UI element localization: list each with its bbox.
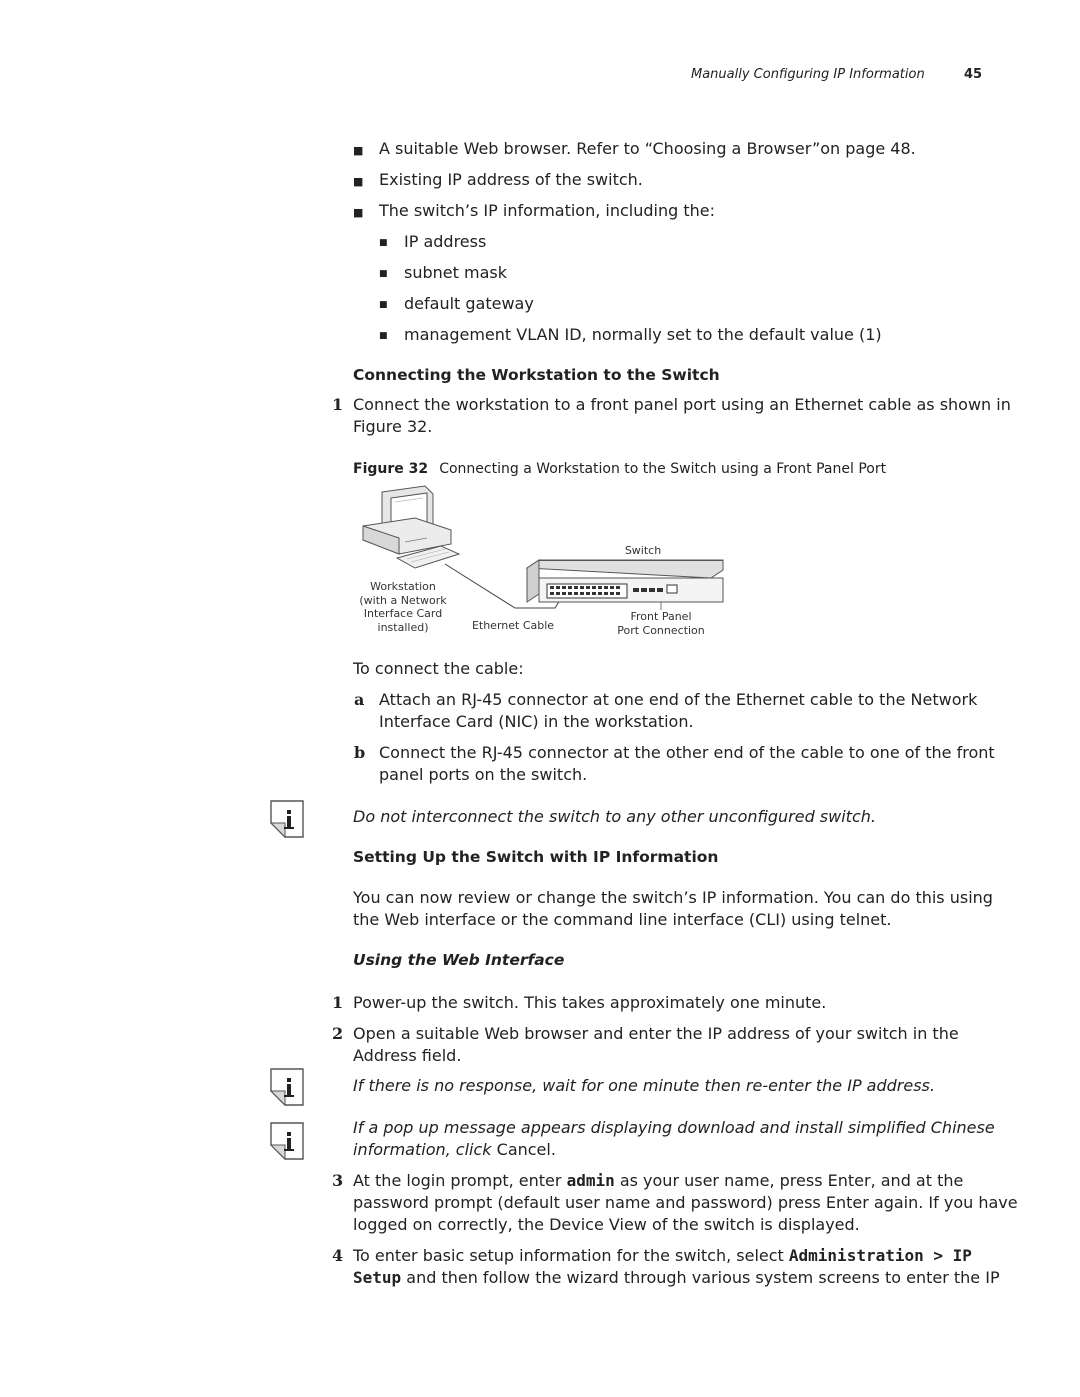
step-text-segment: and then follow the wizard through various system screens to enter the IP [401,1268,1000,1287]
page-number: 45 [964,67,983,82]
sub-bullet-item: default gateway [404,294,534,313]
step-text: Open a suitable Web browser and enter the IP address of your switch in the [353,1024,959,1043]
substep-text-cont: Interface Card (NIC) in the workstation. [379,712,694,731]
bullet-marker: ■ [353,175,364,188]
bullet-item: A suitable Web browser. Refer to “Choosing a Browser”on page 48. [379,139,916,158]
step-text-cont: password prompt (default user name and password) press Enter again. If you have [353,1193,1018,1212]
bullet-marker: ■ [353,206,364,219]
switch-label: Switch [624,544,662,557]
note-text: If a pop up message appears displaying download and install simplified Chinese [353,1118,995,1137]
note-text: Do not interconnect the switch to any other unconfigured switch. [353,807,876,826]
step-number: 4 [332,1246,344,1265]
subsection-heading: Using the Web Interface [353,951,565,969]
sub-bullet-marker: ■ [379,238,388,248]
code-admin: admin [566,1171,615,1190]
info-note-icon [270,1068,304,1106]
figure-caption-text: Connecting a Workstation to the Switch using a Front Panel Port [439,461,887,477]
figure-caption [353,458,886,477]
substep-text: Attach an RJ-45 connector at one end of the Ethernet cable to the Network [379,690,978,709]
cancel-label: Cancel. [496,1140,556,1159]
sub-bullet-item: IP address [404,232,487,251]
note-text-italic: information, click [353,1140,497,1159]
step-text: Power-up the switch. This takes approximately one minute. [353,993,827,1012]
step-text-cont [353,1267,1000,1289]
sub-bullet-marker: ■ [379,269,388,279]
step-number: 1 [332,395,344,414]
figure-illustration [355,484,735,644]
step-text-cont: Figure 32. [353,417,433,436]
note-text-cont [353,1139,556,1161]
step-text-segment: To enter basic setup information for the switch, select [353,1246,789,1265]
section-heading: Setting Up the Switch with IP Information [353,848,719,866]
info-note-icon [270,1122,304,1160]
step-number: 2 [332,1024,344,1043]
sub-bullet-marker: ■ [379,331,388,341]
body-paragraph-cont: the Web interface or the command line interface (CLI) using telnet. [353,910,892,929]
front-panel-label: Port Connection [617,624,705,637]
step-number: 3 [332,1171,344,1190]
step-text-segment: as your user name, press Enter, and at the [614,1171,964,1190]
section-heading: Connecting the Workstation to the Switch [353,366,720,384]
figure-label: Figure 32 [353,461,429,477]
info-note-icon [270,800,304,838]
step-text-cont: Address field. [353,1046,462,1065]
bullet-marker: ■ [353,144,364,157]
step-text [353,1245,972,1267]
ethernet-cable-label: Ethernet Cable [471,619,555,632]
substep-letter: b [354,743,366,762]
sub-bullet-item: subnet mask [404,263,507,282]
code-administration-ip: Administration > IP [788,1246,972,1265]
front-panel-label: Front Panel [630,610,692,623]
running-header-title: Manually Configuring IP Information [691,67,925,82]
workstation-label: (with a Network [359,594,447,607]
workstation-icon [363,486,459,568]
step-text-segment: At the login prompt, enter [353,1171,567,1190]
sub-bullet-item: management VLAN ID, normally set to the default value (1) [404,325,882,344]
bullet-item: The switch’s IP information, including the: [379,201,715,220]
substep-letter: a [354,690,365,709]
bullet-item: Existing IP address of the switch. [379,170,643,189]
step-text-cont: logged on correctly, the Device View of the switch is displayed. [353,1215,860,1234]
step-text [353,1170,963,1192]
sub-bullet-marker: ■ [379,300,388,310]
code-setup: Setup [353,1268,402,1287]
substep-text: Connect the RJ-45 connector at the other end of the cable to one of the front [379,743,995,762]
body-paragraph: You can now review or change the switch’s IP information. You can do this using [353,888,993,907]
step-text: Connect the workstation to a front panel port using an Ethernet cable as shown in [353,395,1011,414]
workstation-label: installed) [377,621,429,634]
note-text: If there is no response, wait for one minute then re-enter the IP address. [353,1076,935,1095]
substep-text-cont: panel ports on the switch. [379,765,588,784]
step-number: 1 [332,993,344,1012]
connect-intro: To connect the cable: [353,659,524,678]
switch-icon [527,560,723,602]
workstation-label: Workstation [370,580,436,593]
workstation-label: Interface Card [363,607,443,620]
